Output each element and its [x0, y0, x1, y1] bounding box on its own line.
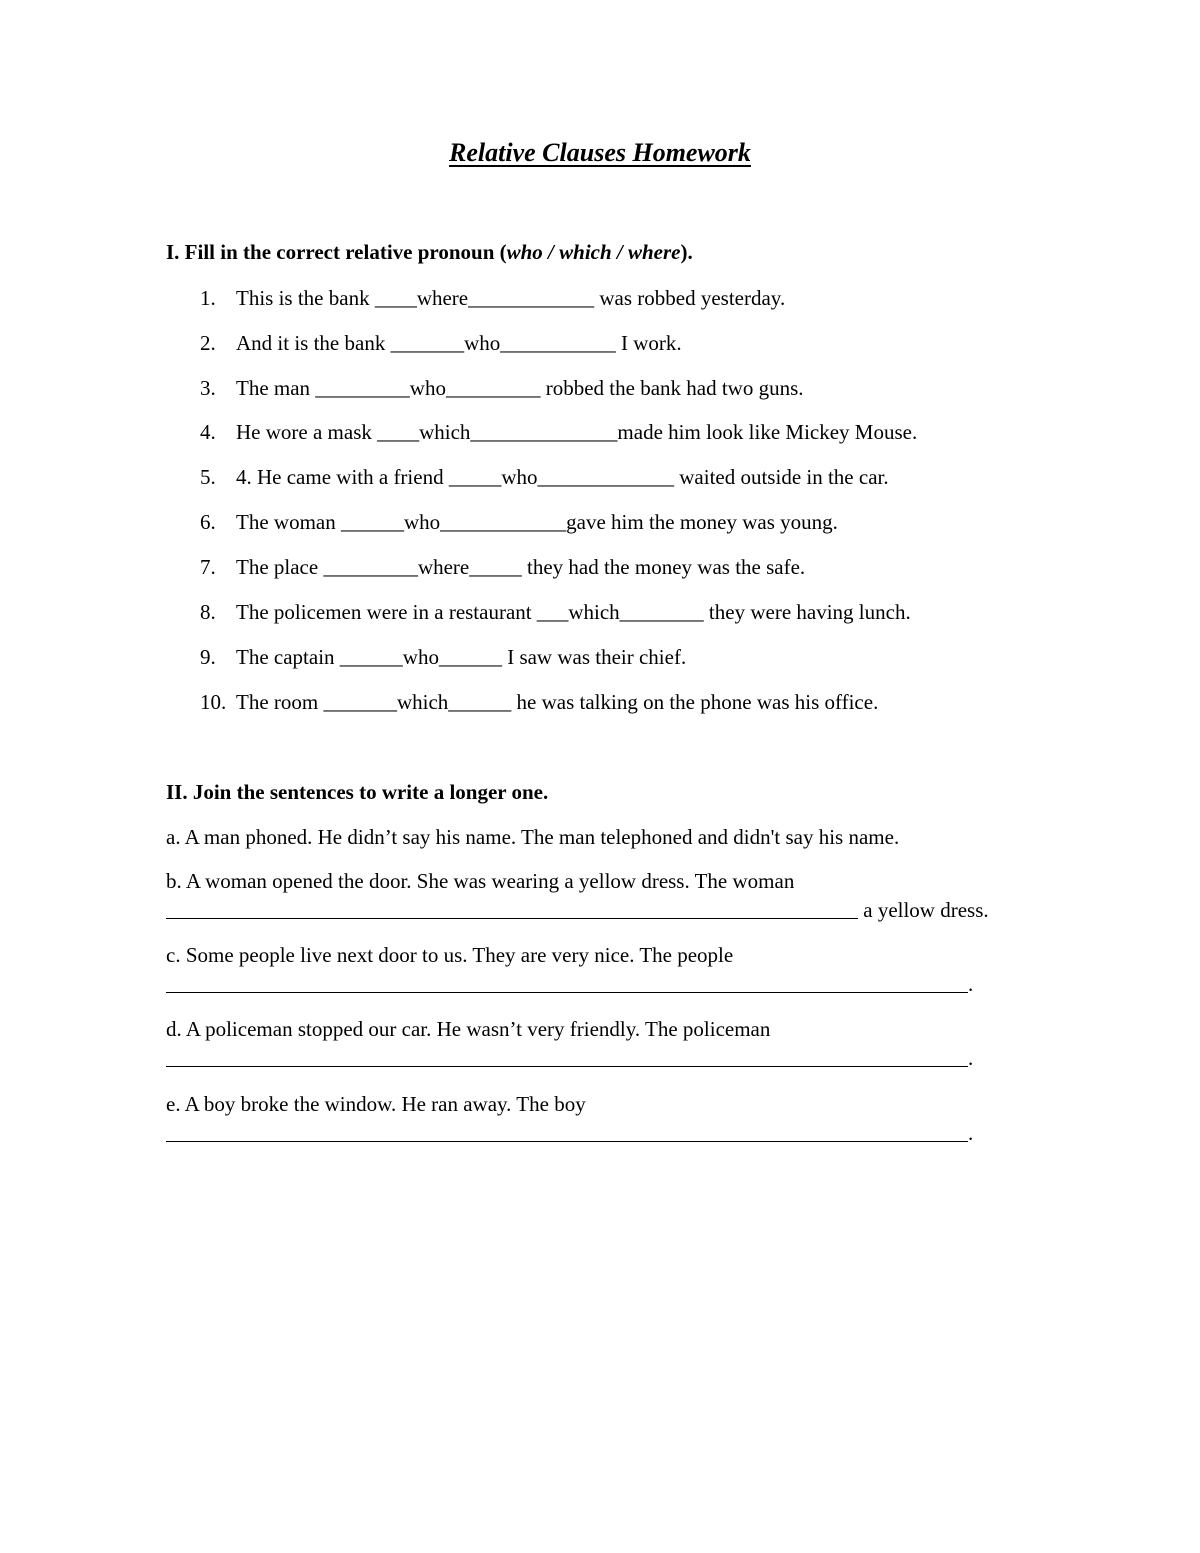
section-1-heading-options: who / which / where [506, 240, 681, 264]
item-text: The man _________who_________ robbed the bank had two guns. [236, 376, 804, 400]
item-number: 3. [200, 376, 216, 400]
item-text: The policemen were in a restaurant ___which________ they were having lunch. [236, 600, 911, 624]
join-item-c: c. Some people live next door to us. They are very nice. The people [166, 943, 734, 967]
item-text: The woman ______who____________gave him the money was young. [236, 510, 838, 534]
answer-line-end: a yellow dress. [858, 898, 989, 922]
answer-line-end: . [968, 972, 974, 996]
answer-line-e [166, 1121, 973, 1146]
item-number: 10. [200, 690, 227, 714]
item-text: This is the bank ____where____________ was robbed yesterday. [236, 286, 786, 310]
answer-line-end: . [968, 1121, 974, 1145]
section-2-heading: II. Join the sentences to write a longer one. [166, 780, 549, 804]
blank-line [166, 992, 968, 993]
section-1-heading-suffix: ). [680, 240, 693, 264]
item-number: 7. [200, 555, 216, 579]
item-number: 2. [200, 331, 216, 355]
item-number: 9. [200, 645, 216, 669]
join-item-e: e. A boy broke the window. He ran away. The boy [166, 1092, 586, 1116]
item-number: 4. [200, 420, 216, 444]
exercise-item [200, 465, 889, 490]
item-text: The captain ______who______ I saw was their chief. [236, 645, 687, 669]
item-number: 1. [200, 286, 216, 310]
page-title: Relative Clauses Homework [449, 138, 751, 167]
item-text: And it is the bank _______who___________ I work. [236, 331, 682, 355]
exercise-item [200, 690, 878, 715]
exercise-item [200, 555, 805, 580]
item-text: 4. He came with a friend _____who_____________ waited outside in the car. [236, 465, 889, 489]
exercise-item [200, 600, 911, 625]
answer-line-b [166, 898, 989, 923]
exercise-item [200, 510, 838, 535]
exercise-item [200, 376, 804, 401]
item-number: 6. [200, 510, 216, 534]
item-number: 5. [200, 465, 216, 489]
section-1-heading [166, 240, 693, 265]
answer-line-end: . [968, 1046, 974, 1070]
join-item-a: a. A man phoned. He didn’t say his name. The man telephoned and didn't say his name. [166, 825, 900, 849]
exercise-item [200, 645, 686, 670]
item-number: 8. [200, 600, 216, 624]
join-item-d: d. A policeman stopped our car. He wasn’t very friendly. The policeman [166, 1017, 771, 1041]
item-text: He wore a mask ____which______________made him look like Mickey Mouse. [236, 420, 918, 444]
answer-line-d [166, 1046, 973, 1071]
blank-line [166, 918, 858, 919]
item-text: The place _________where_____ they had the money was the safe. [236, 555, 806, 579]
section-1-heading-prefix: I. Fill in the correct relative pronoun ( [166, 240, 507, 264]
join-item-b: b. A woman opened the door. She was wearing a yellow dress. The woman [166, 869, 795, 893]
exercise-item [200, 420, 917, 445]
blank-line [166, 1066, 968, 1067]
answer-line-c [166, 972, 973, 997]
item-text: The room _______which______ he was talking on the phone was his office. [236, 690, 879, 714]
blank-line [166, 1141, 968, 1142]
exercise-item [200, 331, 682, 356]
exercise-item [200, 286, 785, 311]
